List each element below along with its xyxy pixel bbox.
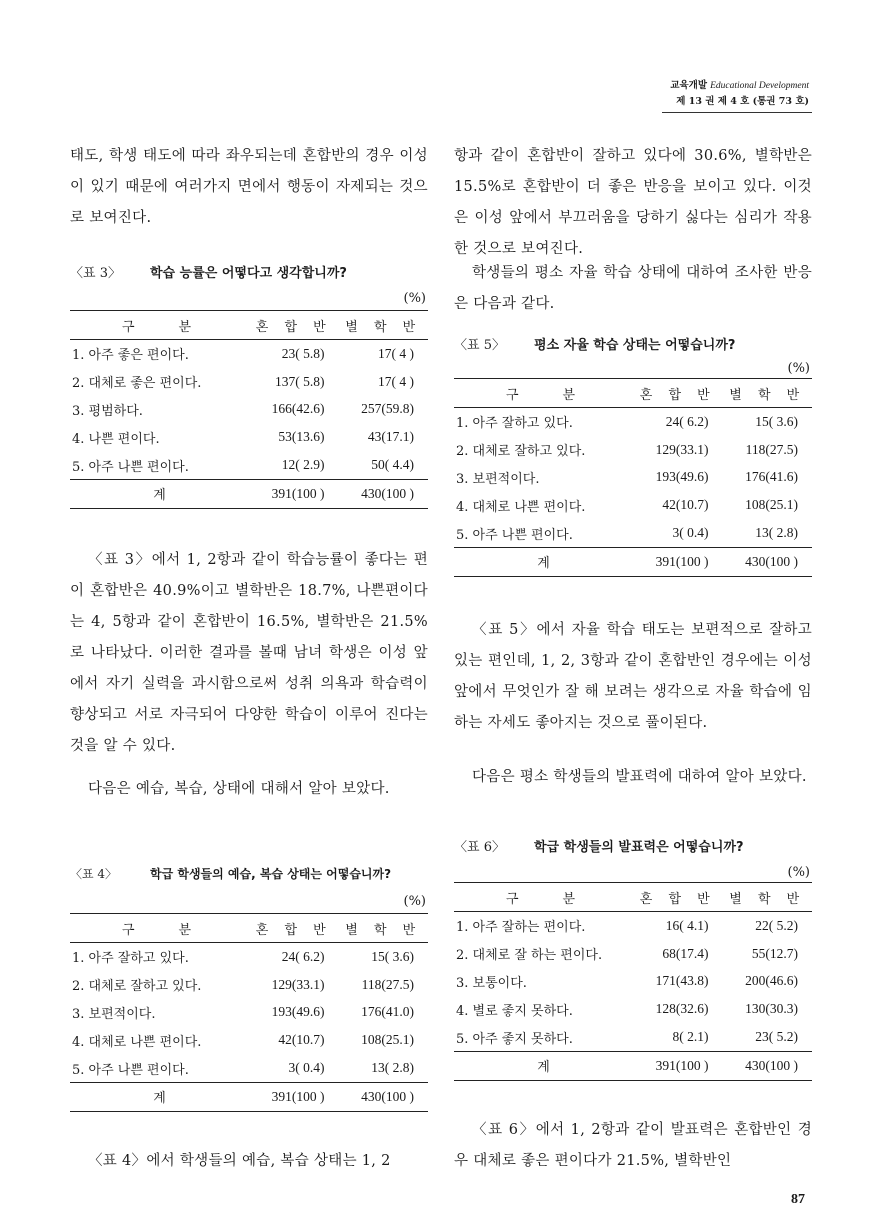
table-cell: 계 (454, 1051, 633, 1080)
table-cell: 391(100 ) (249, 1082, 339, 1111)
table-cell: 108(25.1) (745, 497, 798, 513)
paragraph: 항과 같이 혼합반이 잘하고 있다에 30.6%, 별학반은 15.5%로 혼합반이 더 좋은 반응을 보이고 있다. 이것은 이성 앞에서 부끄러움을 당하기 싫다는 심리가 작용한 것으로 보여진다. (454, 148, 812, 257)
table-cell: 2. 대체로 잘 하는 편이다. (456, 948, 603, 964)
paragraph: 〈표 5〉에서 자율 학습 태도는 보편적으로 잘하고 있는 편인데, 1, 2, 3항과 같이 혼합반인 경우에는 이성 앞에서 무엇인가 잘 해 보려는 생각으로 자율 학습에 임하는 자세도 좋아지는 것으로 풀이된다. (454, 622, 812, 731)
table-cell: 24( 6.2) (281, 948, 325, 964)
table-row (454, 491, 812, 519)
table-cell: 2. 대체로 잘하고 있다. (456, 444, 586, 460)
table-cell: 계 (454, 547, 633, 576)
table-cell: 3. 보편적이다. (456, 471, 540, 487)
table-cell: 193(49.6) (271, 1004, 325, 1020)
table-cell: 1. 아주 좋은 편이다. (72, 348, 189, 364)
data-table (70, 310, 428, 509)
table-cell: 2. 대체로 잘하고 있다. (72, 979, 202, 995)
issue-info: 제 13 권 제 4 호 (통권 73 호) (676, 96, 809, 107)
table-caption: 〈표 3〉 학습 능률은 어떻다고 생각합니까? (70, 266, 347, 281)
table-4 (70, 865, 428, 1112)
paragraph: 다음은 예습, 복습, 상태에 대해서 알아 보았다. (88, 781, 390, 797)
table-caption: 〈표 6〉 학급 학생들의 발표력은 어떻습니까? (454, 840, 744, 855)
column-header: 별 학 반 (339, 914, 429, 943)
table-cell: 130(30.3) (745, 1001, 798, 1017)
table-cell: 22( 5.2) (755, 917, 798, 933)
data-table (70, 913, 428, 1112)
table-cell: 176(41.0) (361, 1004, 414, 1020)
column-header: 구 분 (454, 379, 633, 408)
table-cell: 4. 대체로 나쁜 편이다. (456, 499, 586, 515)
table-cell: 2. 대체로 좋은 편이다. (72, 376, 202, 392)
column-header: 구 분 (454, 883, 633, 912)
table-cell: 16( 4.1) (665, 917, 709, 933)
table-cell: 391(100 ) (633, 1051, 723, 1080)
column-header: 혼 합 반 (249, 914, 339, 943)
table-cell: 계 (70, 479, 249, 508)
table-cell: 15( 3.6) (371, 948, 414, 964)
table-cell: 5. 아주 나쁜 편이다. (72, 459, 189, 475)
table-cell: 4. 대체로 나쁜 편이다. (72, 1034, 202, 1050)
table-unit: (%) (403, 894, 426, 909)
paragraph: 학생들의 평소 자율 학습 상태에 대하여 조사한 반응은 다음과 같다. (454, 265, 812, 312)
table-caption: 〈표 4〉 학급 학생들의 예습, 복습 상태는 어떻습니까? (70, 867, 392, 881)
table-cell: 17( 4 ) (378, 345, 414, 361)
table-cell: 15( 3.6) (755, 413, 798, 429)
table-cell: 166(42.6) (271, 401, 325, 417)
table-cell: 430(100 ) (723, 547, 813, 576)
table-cell: 12( 2.9) (281, 457, 325, 473)
table-row (454, 968, 812, 996)
table-unit: (%) (787, 865, 810, 880)
table-cell: 4. 나쁜 편이다. (72, 431, 160, 447)
table-cell: 1. 아주 잘하고 있다. (456, 416, 573, 432)
table-unit: (%) (787, 361, 810, 376)
table-cell: 430(100 ) (339, 479, 429, 508)
paragraph: 〈표 6〉에서 1, 2항과 같이 발표력은 혼합반인 경우 대체로 좋은 편이다가 21.5%, 별학반인 (454, 1122, 812, 1169)
table-cell: 200(46.6) (745, 973, 798, 989)
table-row (70, 368, 428, 396)
paragraph: 〈표 4〉에서 학생들의 예습, 복습 상태는 1, 2 (88, 1153, 391, 1169)
table-row (70, 999, 428, 1027)
column-header: 별 학 반 (723, 379, 813, 408)
table-cell: 137( 5.8) (275, 373, 325, 389)
table-total-row (70, 1082, 428, 1111)
table-cell: 5. 아주 나쁜 편이다. (72, 1062, 189, 1078)
table-cell: 3( 0.4) (672, 525, 709, 541)
paragraph: 태도, 학생 태도에 따라 좌우되는데 혼합반의 경우 이성이 있기 때문에 여러가지 면에서 행동이 자제되는 것으로 보여진다. (70, 148, 428, 226)
column-header: 혼 합 반 (249, 311, 339, 340)
table-row (454, 1023, 812, 1051)
table-cell: 391(100 ) (249, 479, 339, 508)
table-row (70, 1026, 428, 1054)
table-cell: 43(17.1) (367, 429, 414, 445)
table-cell: 430(100 ) (339, 1082, 429, 1111)
table-cell: 5. 아주 좋지 못하다. (456, 1031, 573, 1047)
table-cell: 430(100 ) (723, 1051, 813, 1080)
journal-name: 교육개발 Educational Development (670, 80, 809, 91)
table-row (70, 340, 428, 368)
table-row (454, 436, 812, 464)
table-cell: 13( 2.8) (371, 1060, 414, 1076)
table-3 (70, 262, 428, 509)
column-header: 구 분 (70, 914, 249, 943)
table-6 (454, 836, 812, 1081)
table-cell: 118(27.5) (361, 976, 414, 992)
table-cell: 1. 아주 잘하고 있다. (72, 951, 189, 967)
table-5 (454, 334, 812, 577)
table-cell: 계 (70, 1082, 249, 1111)
table-cell: 50( 4.4) (371, 457, 414, 473)
table-cell: 42(10.7) (278, 1032, 325, 1048)
table-row (70, 396, 428, 424)
table-cell: 176(41.6) (745, 469, 798, 485)
data-table (454, 378, 812, 577)
data-table (454, 882, 812, 1081)
header-rule (662, 112, 812, 113)
running-header (670, 78, 809, 109)
table-cell: 391(100 ) (633, 547, 723, 576)
table-cell: 129(33.1) (655, 441, 709, 457)
table-cell: 171(43.8) (655, 973, 709, 989)
table-cell: 3. 보통이다. (456, 975, 527, 991)
table-cell: 24( 6.2) (665, 413, 709, 429)
table-row (454, 464, 812, 492)
column-header: 별 학 반 (339, 311, 429, 340)
table-cell: 13( 2.8) (755, 525, 798, 541)
table-unit: (%) (403, 291, 426, 306)
table-cell: 68(17.4) (662, 945, 709, 961)
table-cell: 257(59.8) (361, 401, 414, 417)
column-header: 별 학 반 (723, 883, 813, 912)
table-total-row (454, 547, 812, 576)
column-header: 구 분 (70, 311, 249, 340)
table-cell: 23( 5.2) (755, 1029, 798, 1045)
table-row (454, 940, 812, 968)
table-cell: 23( 5.8) (281, 345, 325, 361)
table-row (454, 519, 812, 547)
paragraph: 다음은 평소 학생들의 발표력에 대하여 알아 보았다. (472, 769, 807, 785)
table-cell: 5. 아주 나쁜 편이다. (456, 527, 573, 543)
table-cell: 42(10.7) (662, 497, 709, 513)
table-total-row (454, 1051, 812, 1080)
column-header: 혼 합 반 (633, 883, 723, 912)
page-number: 87 (791, 1192, 805, 1207)
table-cell: 193(49.6) (655, 469, 709, 485)
table-cell: 4. 별로 좋지 못하다. (456, 1003, 573, 1019)
table-cell: 1. 아주 잘하는 편이다. (456, 920, 586, 936)
table-cell: 129(33.1) (271, 976, 325, 992)
table-row (70, 971, 428, 999)
table-row (70, 943, 428, 971)
table-total-row (70, 479, 428, 508)
table-row (70, 1054, 428, 1082)
table-cell: 8( 2.1) (672, 1029, 709, 1045)
column-header: 혼 합 반 (633, 379, 723, 408)
table-cell: 53(13.6) (278, 429, 325, 445)
table-caption: 〈표 5〉 평소 자율 학습 상태는 어떻습니까? (454, 338, 736, 353)
table-cell: 108(25.1) (361, 1032, 414, 1048)
table-row (70, 451, 428, 479)
table-cell: 17( 4 ) (378, 373, 414, 389)
table-row (454, 995, 812, 1023)
paragraph: 〈표 3〉에서 1, 2항과 같이 학습능률이 좋다는 편이 혼합반은 40.9%이고 별학반은 18.7%, 나쁜편이다는 4, 5항과 같이 혼합반이 16.5%, 별학반은 21.5%로 나타났다. 이러한 결과를 볼때 남녀 학생은 이성 앞에서 자기 실력을 과시함으로써 성취 의욕과 학습력이 향상되고 서로 자극되어 다양한 학습이 이루어 진다는 것을 알 수 있다. (70, 552, 428, 754)
table-cell: 55(12.7) (751, 945, 798, 961)
table-cell: 3. 보편적이다. (72, 1006, 156, 1022)
table-cell: 3. 평범하다. (72, 403, 143, 419)
table-cell: 3( 0.4) (288, 1060, 325, 1076)
table-cell: 118(27.5) (745, 441, 798, 457)
table-row (454, 912, 812, 940)
table-row (454, 408, 812, 436)
table-row (70, 423, 428, 451)
table-cell: 128(32.6) (655, 1001, 709, 1017)
